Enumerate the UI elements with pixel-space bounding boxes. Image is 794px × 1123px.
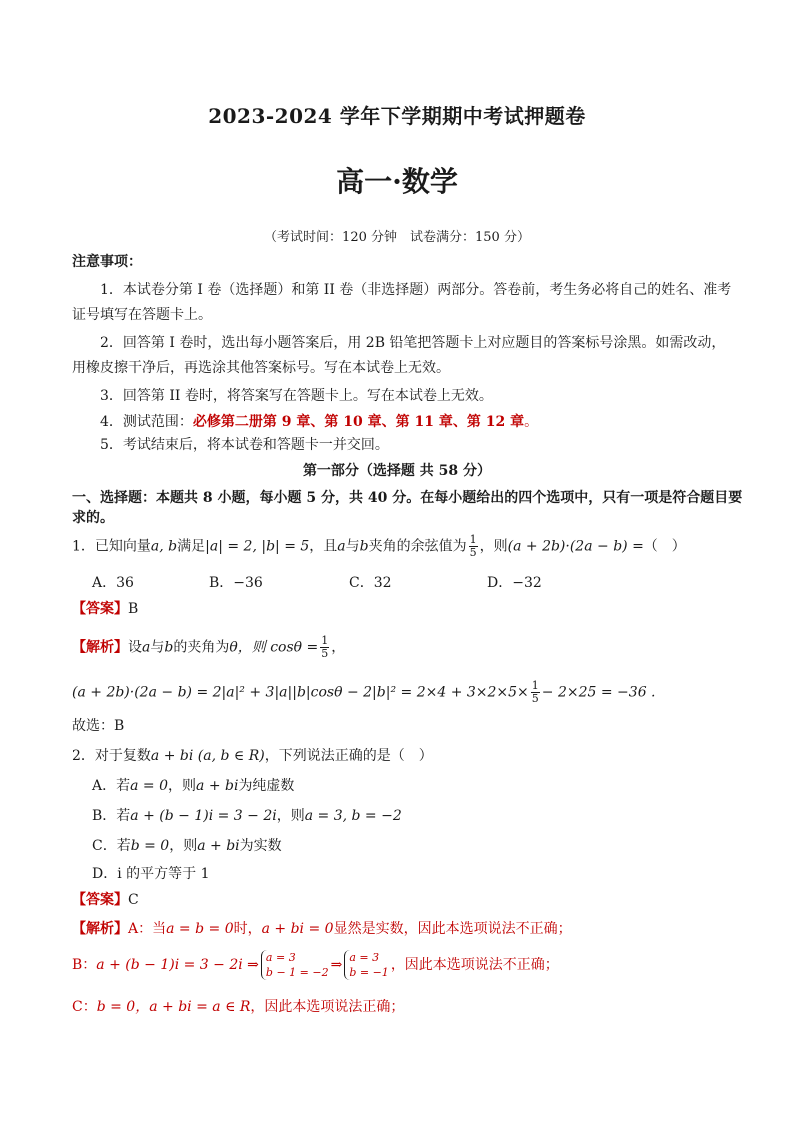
fraction-numerator: 1 — [469, 533, 477, 546]
fraction-denominator: 5 — [321, 647, 329, 660]
option-text: ，则 — [169, 838, 198, 854]
analysis-math: a = b = 0 — [166, 921, 234, 937]
option-text: 为纯虚数 — [238, 778, 295, 794]
q1-analysis-text: 的夹角为 — [173, 639, 230, 656]
fraction-numerator: 1 — [531, 679, 539, 692]
part1-title: 第一部分（选择题 共 58 分） — [302, 463, 492, 479]
part1-instructions: 一、选择题：本题共 8 小题，每小题 5 分，共 40 分。在每小题给出的四个选项中，只有一项是符合题目要 — [72, 490, 743, 506]
q1-analysis-math: b — [164, 639, 174, 656]
q2-answer-value: C — [128, 892, 139, 908]
option-text: B．若 — [92, 808, 131, 824]
notice-item-5: 5．考试结束后，将本试卷和答题卡一并交回。 — [100, 437, 389, 453]
option-math: a + (b − 1)i = 3 − 2i — [130, 808, 277, 824]
notice-item-4-suffix: 。 — [524, 414, 539, 430]
q1-stem-text: 夹角的余弦值为 — [368, 538, 467, 555]
fraction-denominator: 5 — [469, 546, 477, 559]
q1-stem-text: 满足 — [177, 538, 206, 555]
analysis-text: ，因此本选项说法正确； — [250, 999, 405, 1015]
equation-system-2 — [344, 950, 388, 980]
notice-item-2: 2．回答第 I 卷时，选出每小题答案后，用 2B 铅笔把答题卡上对应题目的答案标号涂黑。如需改动， — [100, 335, 726, 351]
q1-analysis-fraction — [320, 635, 329, 660]
notice-item-4-prefix: 4．测试范围： — [100, 414, 193, 430]
answer-tag: 【答案】 — [72, 601, 128, 617]
notice-item-2-cont: 用橡皮擦干净后，再选涂其他答案标号。写在本试卷上无效。 — [72, 360, 450, 376]
test-scope: 必修第二册第 9 章、第 10 章、第 11 章、第 12 章 — [192, 414, 525, 430]
option-text: ，则 — [168, 778, 197, 794]
analysis-text: ，因此本选项说法不正确； — [390, 957, 559, 973]
option-text: C．若 — [92, 838, 131, 854]
exam-info: （考试时间：120 分钟 试卷满分：150 分） — [264, 230, 530, 245]
q1-analysis — [72, 635, 345, 660]
exam-title: 2023-2024 学年下学期期中考试押题卷 — [208, 104, 586, 128]
q1-stem-text: 1．已知向量 — [72, 538, 151, 555]
option-math: a + bi — [196, 778, 239, 794]
q1-stem-text: ，且 — [309, 538, 338, 555]
q1-condition: |a| = 2, |b| = 5 — [205, 538, 310, 555]
q1-calc-right: − 2×25 = −36 . — [541, 684, 656, 701]
q2-option-c — [92, 836, 282, 856]
notice-item-1-cont: 证号填写在答题卡上。 — [72, 307, 212, 323]
q1-stem-text: ，则 — [479, 538, 508, 555]
q1-stem — [72, 534, 686, 559]
answer-tag: 【答案】 — [72, 892, 128, 908]
analysis-text: B： — [72, 957, 97, 973]
q1-analysis-text: 设 — [128, 639, 142, 656]
q1-calculation — [72, 680, 656, 705]
q1-analysis-text: ， — [331, 639, 346, 656]
q1-vectors: a, b — [150, 538, 178, 555]
q1-calc-fraction — [531, 680, 540, 705]
option-text: ，则 — [276, 808, 305, 824]
option-math: a + bi — [197, 838, 240, 854]
q2-stem-text: 2．对于复数 — [72, 748, 151, 764]
analysis-text: A：当 — [128, 921, 167, 937]
analysis-tag: 【解析】 — [72, 921, 128, 937]
implies-symbol: ⇒ — [330, 957, 343, 973]
q1-conclusion: 故选：B — [72, 718, 125, 734]
option-text: A．若 — [92, 778, 131, 794]
q1-analysis-math: θ，则 cosθ = — [229, 639, 319, 656]
analysis-tag: 【解析】 — [72, 639, 128, 656]
analysis-math: b = 0，a + bi = a ∈ R — [96, 999, 251, 1015]
q1-option-a: A．36 — [92, 575, 134, 591]
q1-answer — [72, 599, 138, 619]
q1-option-b: B．−36 — [209, 575, 263, 591]
q1-answer-blank: （ ） — [643, 538, 686, 555]
q2-analysis-c — [72, 997, 404, 1017]
q2-option-a — [92, 776, 294, 796]
option-math: a = 0 — [130, 778, 169, 794]
q2-answer — [72, 890, 139, 910]
system-line: a = 3 — [265, 951, 296, 964]
system-line: b = −1 — [349, 966, 389, 979]
q2-option-d: D．i 的平方等于 1 — [92, 866, 210, 882]
part1-instructions-cont: 求的。 — [72, 510, 114, 526]
fraction-numerator: 1 — [321, 634, 329, 647]
notice-item-3: 3．回答第 II 卷时，将答案写在答题卡上。写在本试卷上无效。 — [100, 388, 493, 404]
analysis-text: C： — [72, 999, 97, 1015]
subject-title: 高一·数学 — [336, 165, 458, 198]
analysis-text: 显然是实数，因此本选项说法不正确； — [333, 921, 572, 937]
q1-vector-a: a — [337, 538, 346, 555]
option-math: a = 3, b = −2 — [304, 808, 402, 824]
q2-analysis-b — [72, 950, 559, 980]
q1-expression: (a + 2b)·(2a − b) = — [507, 538, 644, 555]
q1-answer-value: B — [128, 601, 139, 617]
q1-vector-b: b — [359, 538, 369, 555]
q2-analysis-a — [72, 919, 572, 939]
q1-option-d: D．−32 — [487, 575, 542, 591]
analysis-math: a + bi = 0 — [261, 921, 334, 937]
notice-heading: 注意事项： — [72, 254, 142, 270]
q1-analysis-text: 与 — [150, 639, 165, 656]
notice-item-4 — [100, 412, 538, 432]
analysis-text: 时， — [233, 921, 262, 937]
q1-cos-fraction — [469, 534, 478, 559]
option-text: 为实数 — [239, 838, 282, 854]
q1-stem-text: 与 — [345, 538, 360, 555]
notice-item-1: 1．本试卷分第 I 卷（选择题）和第 II 卷（非选择题）两部分。答卷前，考生务必将自己的姓名、准考 — [100, 282, 732, 298]
q2-stem — [72, 746, 433, 766]
analysis-math: a + (b − 1)i = 3 − 2i ⇒ — [96, 957, 259, 973]
q1-option-c: C．32 — [349, 575, 392, 591]
fraction-denominator: 5 — [531, 692, 539, 705]
q1-analysis-math: a — [142, 639, 151, 656]
option-math: b = 0 — [130, 838, 170, 854]
system-line: a = 3 — [349, 951, 380, 964]
q1-calc-left: (a + 2b)·(2a − b) = 2|a|² + 3|a||b|cosθ − 2|b|² = 2×4 + 3×2×5× — [72, 684, 529, 701]
q2-option-b — [92, 806, 402, 826]
q2-stem-text: ，下列说法正确的是（ ） — [264, 748, 433, 764]
equation-system-1 — [261, 950, 329, 980]
q2-expression: a + bi (a, b ∈ R) — [150, 748, 265, 764]
system-line: b − 1 = −2 — [265, 966, 329, 979]
